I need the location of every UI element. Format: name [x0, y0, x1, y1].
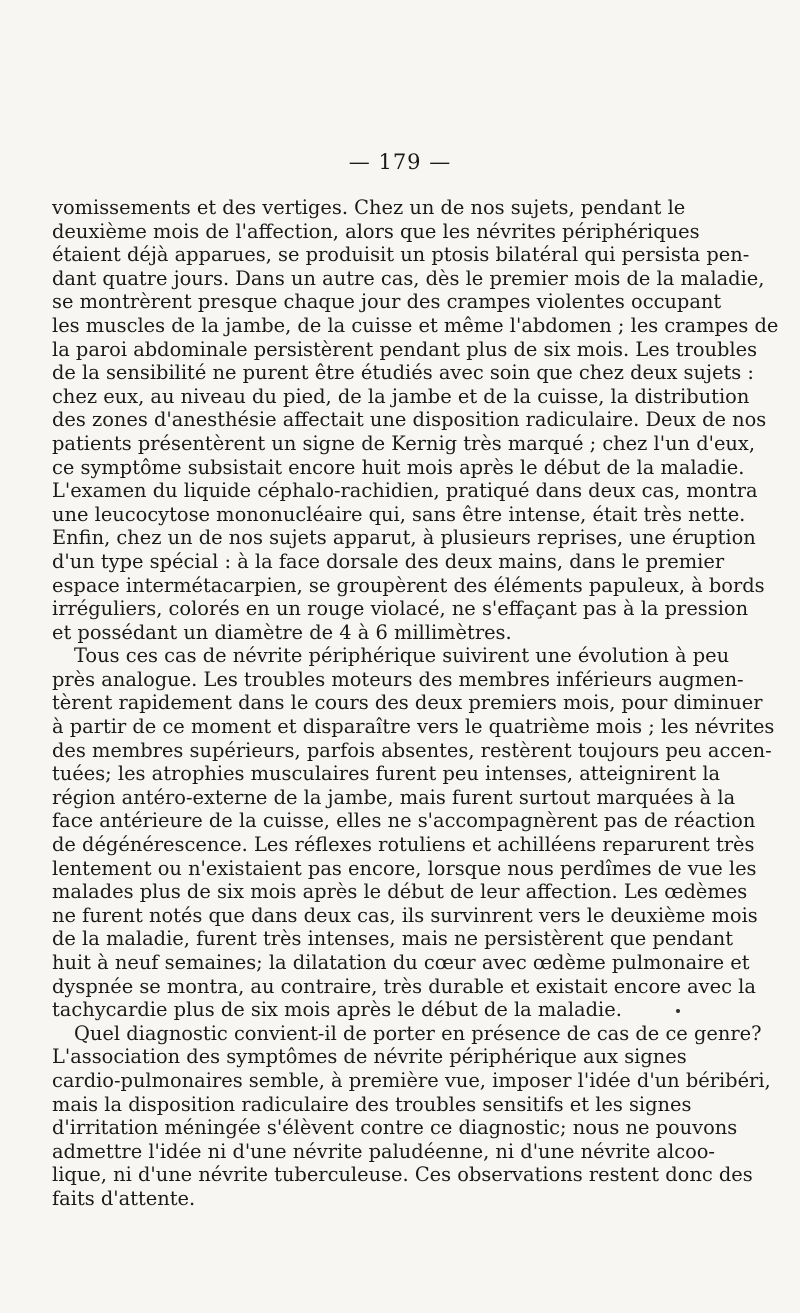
text-line: tachycardie plus de six mois après le début de la maladie. — [52, 998, 622, 1022]
text-line: L'examen du liquide céphalo-rachidien, pratiqué dans deux cas, montra — [52, 479, 758, 503]
text-line: face antérieure de la cuisse, elles ne s'accompagnèrent pas de réaction — [52, 809, 756, 833]
text-line: espace intermétacarpien, se groupèrent des éléments papuleux, à bords — [52, 573, 765, 597]
text-line: tèrent rapidement dans le cours des deux premiers mois, pour diminuer — [52, 691, 763, 715]
paragraph-1 — [52, 196, 779, 644]
text-line: deuxième mois de l'affection, alors que les névrites périphériques — [52, 219, 700, 243]
text-line: la paroi abdominale persistèrent pendant plus de six mois. Les troubles — [52, 337, 758, 361]
text-line: Enfin, chez un de nos sujets apparut, à plusieurs reprises, une éruption — [52, 526, 756, 550]
text-line: de la maladie, furent très intenses, mais ne persistèrent que pendant — [52, 927, 734, 951]
text-line: patients présentèrent un signe de Kernig très marqué ; chez l'un d'eux, — [52, 431, 756, 455]
text-line: et possédant un diamètre de 4 à 6 millimètres. — [52, 620, 512, 644]
page-number: — 179 — — [348, 150, 452, 174]
text-line: se montrèrent presque chaque jour des crampes violentes occupant — [52, 290, 722, 314]
text-line: malades plus de six mois après le début de leur affection. Les œdèmes — [52, 880, 748, 904]
text-line: d'irritation méningée s'élèvent contre ce diagnostic; nous ne pouvons — [52, 1116, 738, 1140]
text-line: une leucocytose mononucléaire qui, sans être intense, était très nette. — [52, 502, 746, 526]
text-line: ce symptôme subsistait encore huit mois après le début de la maladie. — [52, 455, 745, 479]
text-line: tuées; les atrophies musculaires furent peu intenses, atteignirent la — [52, 762, 721, 786]
text-line: chez eux, au niveau du pied, de la jambe et de la cuisse, la distribution — [52, 384, 750, 408]
paragraph-3 — [52, 1021, 771, 1211]
text-line: région antéro-externe de la jambe, mais furent surtout marquées à la — [52, 785, 736, 809]
text-line: ne furent notés que dans deux cas, ils survinrent vers le deuxième mois — [52, 903, 758, 927]
text-line: dant quatre jours. Dans un autre cas, dès le premier mois de la maladie, — [52, 266, 765, 290]
paragraph-2 — [52, 644, 775, 1022]
text-line: mais la disposition radiculaire des troubles sensitifs et les signes — [52, 1092, 692, 1116]
body-text — [52, 196, 779, 1211]
text-line: des membres supérieurs, parfois absentes, restèrent toujours peu accen- — [52, 738, 772, 762]
text-line: des zones d'anesthésie affectait une disposition radiculaire. Deux de nos — [52, 408, 767, 432]
text-line: L'association des symptômes de névrite périphérique aux signes — [52, 1045, 687, 1069]
text-line: admettre l'idée ni d'une névrite paludéenne, ni d'une névrite alcoo- — [52, 1139, 715, 1163]
text-line: cardio-pulmonaires semble, à première vue, imposer l'idée d'un béribéri, — [52, 1068, 771, 1092]
text-line: les muscles de la jambe, de la cuisse et même l'abdomen ; les crampes de — [52, 313, 779, 337]
text-line: lique, ni d'une névrite tuberculeuse. Ces observations restent donc des — [52, 1163, 753, 1187]
text-line: étaient déjà apparues, se produisit un ptosis bilatéral qui persista pen- — [52, 243, 750, 267]
text-line: lentement ou n'existaient pas encore, lorsque nous perdîmes de vue les — [52, 856, 757, 880]
text-line: de dégénérescence. Les réflexes rotuliens et achilléens reparurent très — [52, 833, 755, 857]
text-line: près analogue. Les troubles moteurs des membres inférieurs augmen- — [52, 667, 744, 691]
print-speck — [676, 1009, 680, 1013]
text-line: à partir de ce moment et disparaître vers le quatrième mois ; les névrites — [52, 715, 775, 739]
text-line: de la sensibilité ne purent être étudiés avec soin que chez deux sujets : — [52, 361, 754, 385]
text-line: huit à neuf semaines; la dilatation du cœur avec œdème pulmonaire et — [52, 951, 750, 974]
text-line: dyspnée se montra, au contraire, très durable et existait encore avec la — [52, 974, 756, 998]
text-line: irréguliers, colorés en un rouge violacé, ne s'effaçant pas à la pression — [52, 597, 749, 621]
text-line: faits d'attente. — [52, 1186, 196, 1210]
text-line: Quel diagnostic convient-il de porter en présence de cas de ce genre? — [74, 1021, 762, 1045]
text-line: d'un type spécial : à la face dorsale des deux mains, dans le premier — [52, 549, 725, 573]
text-line: Tous ces cas de névrite périphérique suivirent une évolution à peu — [74, 644, 730, 668]
text-line: vomissements et des vertiges. Chez un de nos sujets, pendant le — [52, 196, 686, 219]
